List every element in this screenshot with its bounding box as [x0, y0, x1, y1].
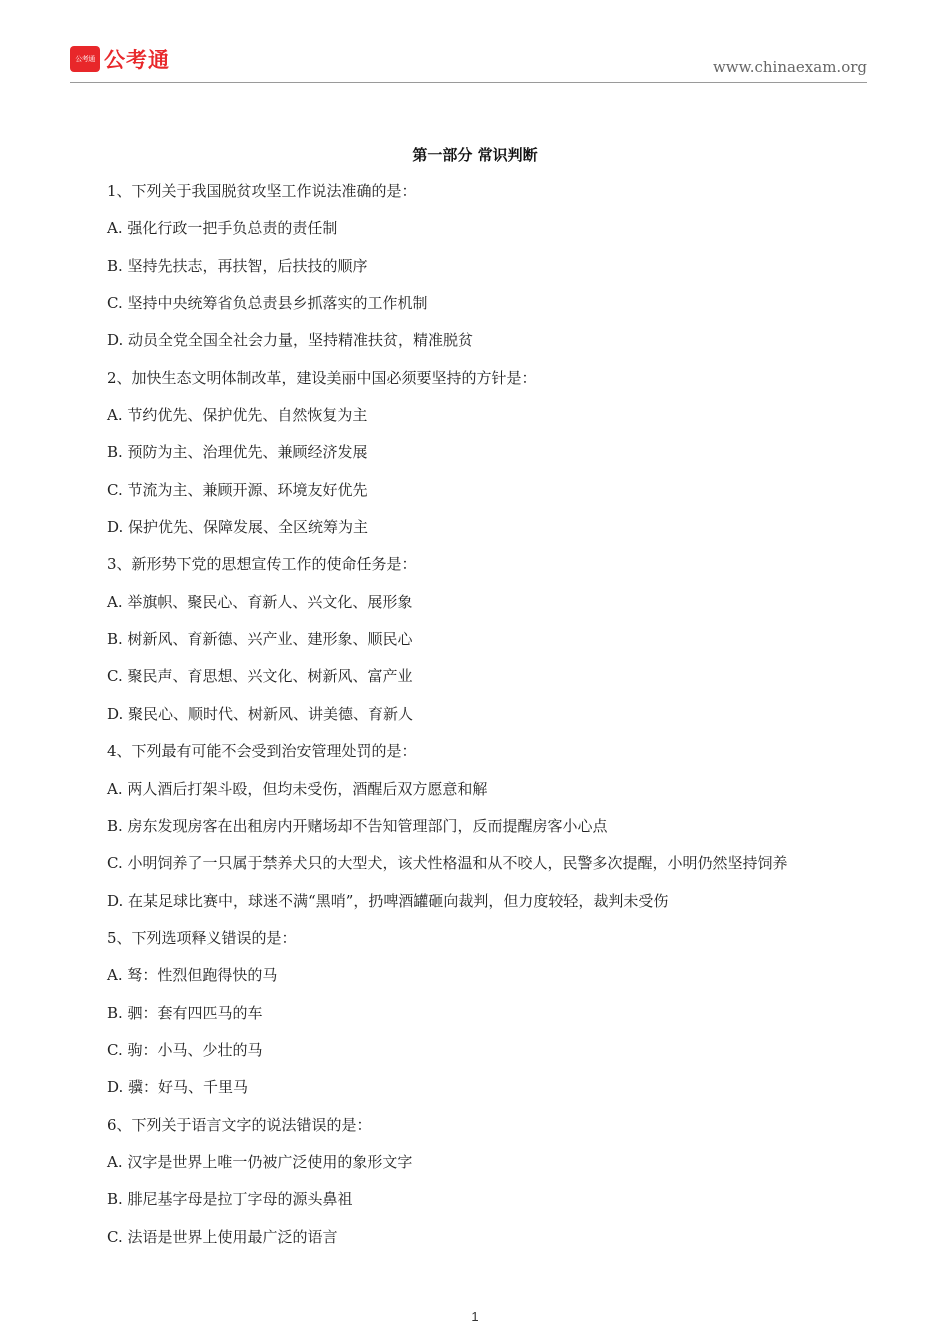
text-line: A. 强化行政一把手负总责的责任制 — [107, 219, 338, 238]
text-line: A. 节约优先、保护优先、自然恢复为主 — [107, 406, 368, 425]
text-line: C. 坚持中央统筹省负总责县乡抓落实的工作机制 — [107, 294, 428, 313]
question-list — [107, 177, 887, 1260]
text-line: A. 驽：性烈但跑得快的马 — [107, 966, 278, 985]
text-line: A. 举旗帜、聚民心、育新人、兴文化、展形象 — [107, 592, 413, 611]
section-title: 第一部分 常识判断 — [412, 146, 538, 164]
text-line: 5、下列选项释义错误的是： — [107, 928, 297, 947]
text-line: 3、新形势下党的思想宣传工作的使命任务是： — [107, 555, 417, 574]
text-line: 2、加快生态文明体制改革，建设美丽中国必须要坚持的方针是： — [107, 368, 537, 387]
text-line: D. 动员全党全国全社会力量，坚持精准扶贫，精准脱贫 — [107, 331, 474, 350]
text-line: C. 聚民声、育思想、兴文化、树新风、富产业 — [107, 667, 413, 686]
header-divider — [70, 82, 867, 83]
text-line: C. 小明饲养了一只属于禁养犬只的大型犬，该犬性格温和从不咬人，民警多次提醒，小明仍然坚持饲养 — [107, 854, 788, 873]
text-line: A. 两人酒后打架斗殴，但均未受伤，酒醒后双方愿意和解 — [107, 779, 488, 798]
text-line: C. 节流为主、兼顾开源、环境友好优先 — [107, 480, 368, 499]
text-line: B. 预防为主、治理优先、兼顾经济发展 — [107, 443, 368, 462]
page-header — [0, 0, 950, 90]
text-line: 6、下列关于语言文字的说法错误的是： — [107, 1115, 372, 1134]
text-line: B. 房东发现房客在出租房内开赌场却不告知管理部门，反而提醒房客小心点 — [107, 816, 608, 835]
page-number: 1 — [471, 1309, 479, 1324]
site-url[interactable]: www.chinaexam.org — [712, 58, 867, 76]
text-line: D. 在某足球比赛中，球迷不满“黑哨”，扔啤酒罐砸向裁判，但力度较轻，裁判未受伤 — [107, 891, 669, 910]
text-line: B. 腓尼基字母是拉丁字母的源头鼻祖 — [107, 1190, 353, 1209]
text-line: B. 树新风、育新德、兴产业、建形象、顺民心 — [107, 630, 413, 649]
text-line: D. 骥：好马、千里马 — [107, 1078, 249, 1097]
text-line: D. 保护优先、保障发展、全区统筹为主 — [107, 518, 369, 537]
text-line: 1、下列关于我国脱贫攻坚工作说法准确的是： — [107, 182, 417, 200]
logo-text: 公考通 — [104, 48, 170, 72]
text-line: C. 法语是世界上使用最广泛的语言 — [107, 1227, 338, 1246]
logo-badge: 公考通 — [70, 46, 100, 72]
text-line: C. 驹：小马、少壮的马 — [107, 1040, 263, 1059]
text-line: A. 汉字是世界上唯一仍被广泛使用的象形文字 — [107, 1152, 413, 1171]
text-line: B. 坚持先扶志，再扶智，后扶技的顺序 — [107, 256, 368, 275]
text-line: 4、下列最有可能不会受到治安管理处罚的是： — [107, 742, 417, 761]
text-line: D. 聚民心、顺时代、树新风、讲美德、育新人 — [107, 704, 414, 723]
text-line: B. 驷：套有四匹马的车 — [107, 1003, 263, 1022]
